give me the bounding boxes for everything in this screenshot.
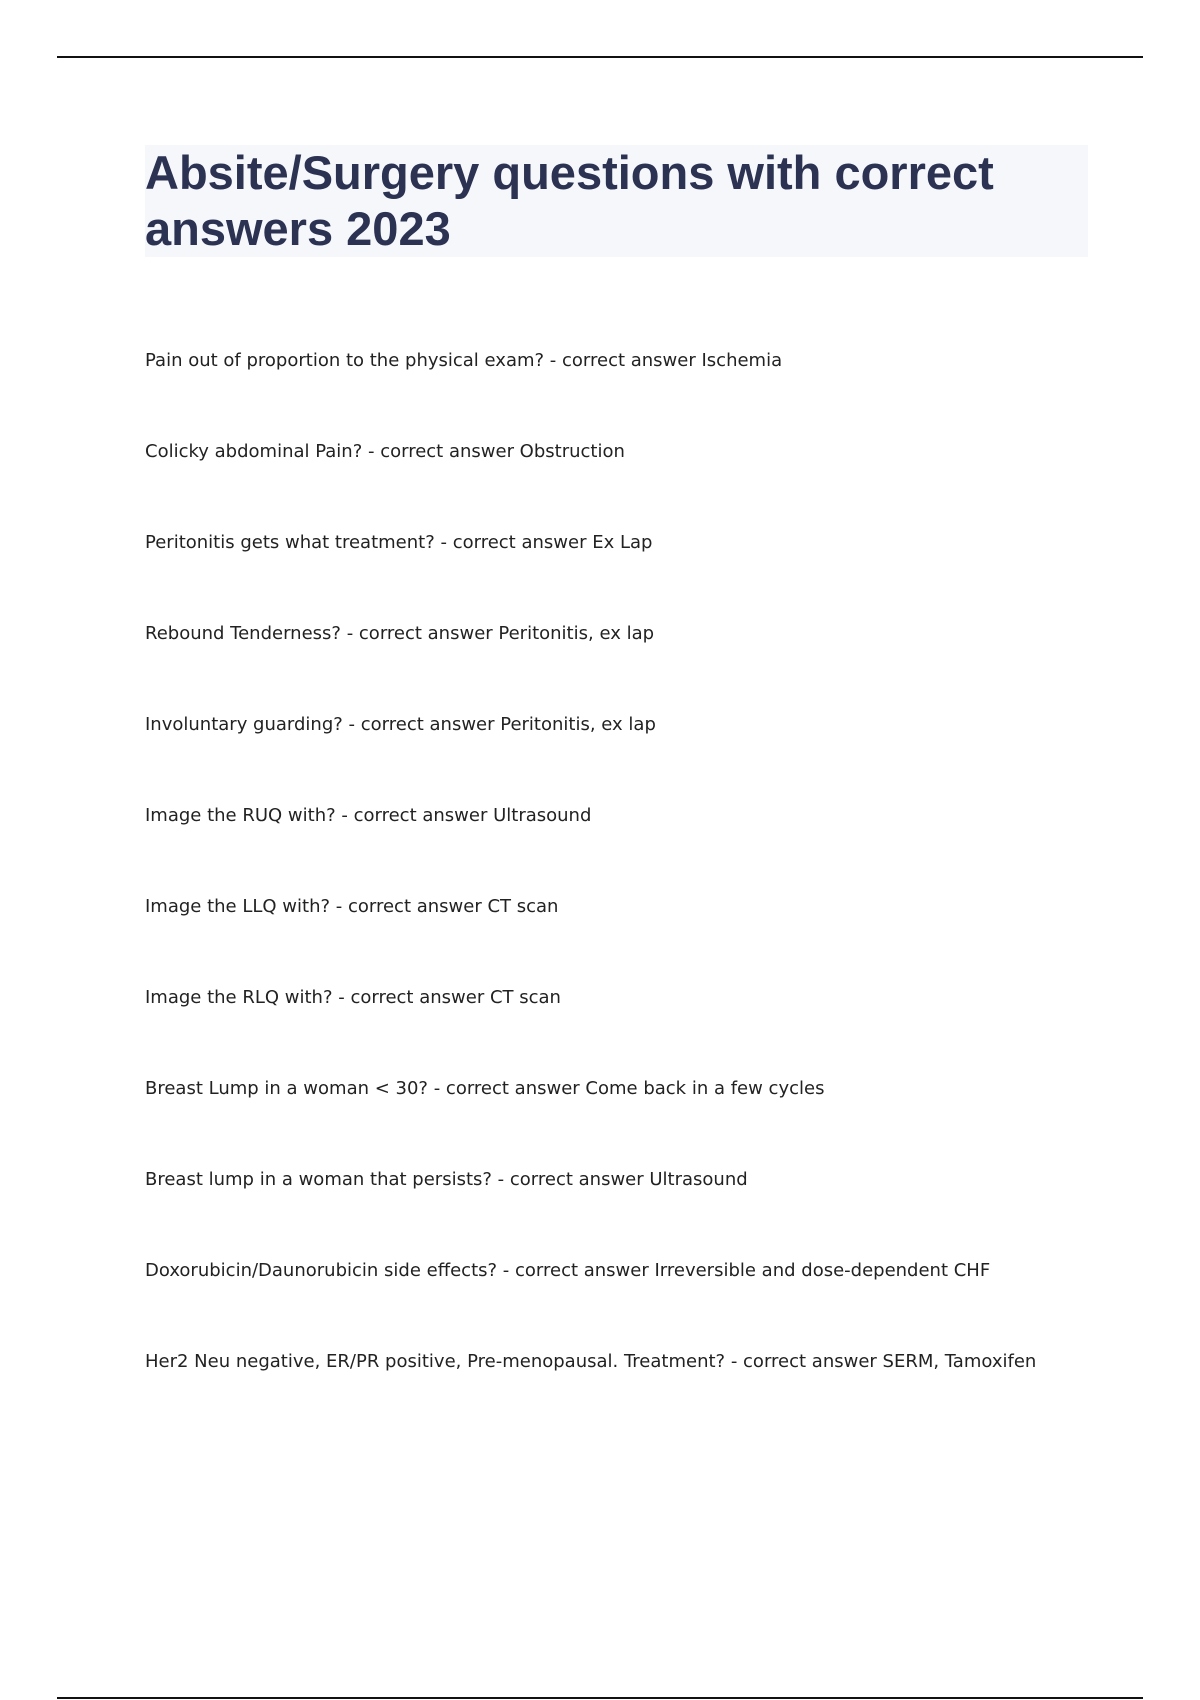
qa-item: Image the RLQ with? - correct answer CT scan <box>145 987 561 1008</box>
qa-item: Doxorubicin/Daunorubicin side effects? - correct answer Irreversible and dose-dependent CHF <box>145 1260 991 1281</box>
qa-item: Colicky abdominal Pain? - correct answer Obstruction <box>145 441 625 462</box>
top-divider <box>57 56 1143 58</box>
title-block <box>145 145 1088 257</box>
qa-list <box>145 347 1105 1439</box>
qa-item: Breast lump in a woman that persists? - correct answer Ultrasound <box>145 1169 748 1190</box>
bottom-divider <box>57 1697 1143 1699</box>
qa-item: Rebound Tenderness? - correct answer Peritonitis, ex lap <box>145 623 655 644</box>
qa-item: Pain out of proportion to the physical exam? - correct answer Ischemia <box>145 350 783 371</box>
qa-item: Peritonitis gets what treatment? - correct answer Ex Lap <box>145 532 653 553</box>
qa-item: Her2 Neu negative, ER/PR positive, Pre-menopausal. Treatment? - correct answer SERM, Tamoxifen <box>145 1351 1037 1372</box>
qa-item: Image the LLQ with? - correct answer CT scan <box>145 896 559 917</box>
qa-item: Involuntary guarding? - correct answer Peritonitis, ex lap <box>145 714 656 735</box>
qa-item: Image the RUQ with? - correct answer Ultrasound <box>145 805 592 826</box>
qa-item: Breast Lump in a woman < 30? - correct answer Come back in a few cycles <box>145 1078 825 1099</box>
page-title: Absite/Surgery questions with correct answers 2023 <box>145 146 994 255</box>
